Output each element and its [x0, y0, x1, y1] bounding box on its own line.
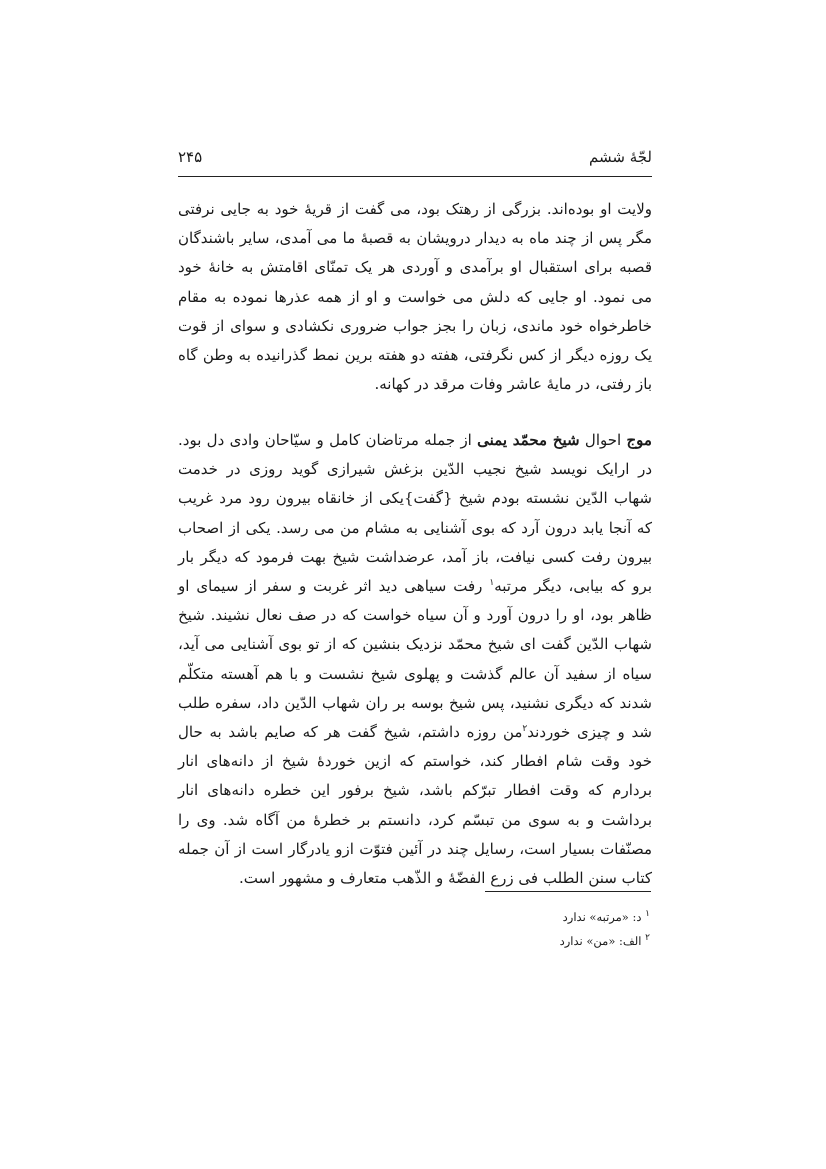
person-name: شیخ محمّد یمنی [477, 431, 580, 449]
running-header [178, 144, 652, 174]
paragraph-1: ولایت او بوده‌اند. بزرگی از رهتک بود، می گفت از قریهٔ خود به جایی نرفتی مگر پس از چند ماه به دیدار درویشان به قصبهٔ ما می آمدی، سایر باشندگان قصبه برای استقبال او برآمدی و آوردی هر یک تمنّای اقامتش به خانهٔ خود می نمود. او جایی که دلش می خواست و او از همه عذرها نموده به مقام خاطرخواه خود ماندی، زبان را بجز جواب ضروری نکشادی و سوای از قوت یک روزه دیگر از کس نگرفتی، هفته دو هفته برین نمط گذرانیده به وطن گاه باز رفتی، در مایهٔ عاشر وفات مرقد در کهانه. [178, 200, 652, 394]
footnote-rule [485, 891, 651, 892]
footnotes [400, 905, 650, 953]
footnote-text: د: «مرتبه» ندارد [562, 910, 642, 924]
footnote-ref-1[interactable]: ۱ [489, 578, 495, 589]
footnote-mark: ۲ [645, 933, 650, 944]
paragraph-2-part-3: من روزه داشتم، شیخ گفت هر که صایم باشد به حال خود وقت شام افطار کند، خواستم که ازین خوردهٔ شیخ از دانه‌های انار بردارم که وقت افطار تبرّکم باشد، شیخ برفور این خطره دانه‌های انار برداشت و به سوی من تبسّم کرد، دانستم بر خطرهٔ من آگاه شد. وی را مصنّفات بسیار است، رسایل چند در آئین فتوّت ازو یادرگار است از آن جمله کتاب سنن الطلب فی زرع الفضّهٔ و الذّهب متعارف و مشهور است. [178, 723, 652, 888]
header-rule [178, 176, 652, 177]
footnote-ref-2[interactable]: ۲ [522, 724, 528, 735]
paragraph-2-part-2: رفت سیاهی دید اثر غربت و سفر از سیمای او ظاهر بود، او را درون آورد و آن سیاه خواست که در صف نعال نشیند. شیخ شهاب الدّین گفت ای شیخ محمّد نزدیک بنشین که از تو بوی آشنایی می آید، سیاه از سفید آن عالم گذشت و پهلوی شیخ نشست و با هم آهسته متکلّم شدند که دیگری نشنید، پس شیخ بوسه بر ران شهاب الدّین داد، سفره طلب شد و چیزی خوردند [178, 577, 652, 742]
paragraph-2-part-1: از جمله مرتاضان کامل و سیّاحان وادی دل بود. در ارایک نویسد شیخ نجیب الدّین بزغش شیرازی گوید روزی در خدمت شهاب الدّین نشسته بودم شیخ {گفت}یکی از خانقاه بیرون رود مرد غریب که آنجا یابد درون آرد که بوی آشنایی به مشام من می رسد. یکی از اصحاب بیرون رفت کسی نیافت، باز آمد، عرضداشت شیخ بهت فرمود که دیگر بار برو که بیابی، دیگر مرتبه [178, 431, 652, 596]
intro-word: احوال [584, 431, 622, 449]
footnote-1 [400, 905, 650, 929]
page-number: ۲۴۵ [178, 148, 203, 166]
paragraph-2 [178, 426, 652, 893]
section-heading-word: موج [626, 431, 652, 449]
footnote-2 [400, 929, 650, 953]
footnote-mark: ۱ [645, 909, 650, 920]
footnote-text: الف: «من» ندارد [559, 934, 642, 948]
running-title: لجّهٔ ششم [589, 148, 652, 166]
